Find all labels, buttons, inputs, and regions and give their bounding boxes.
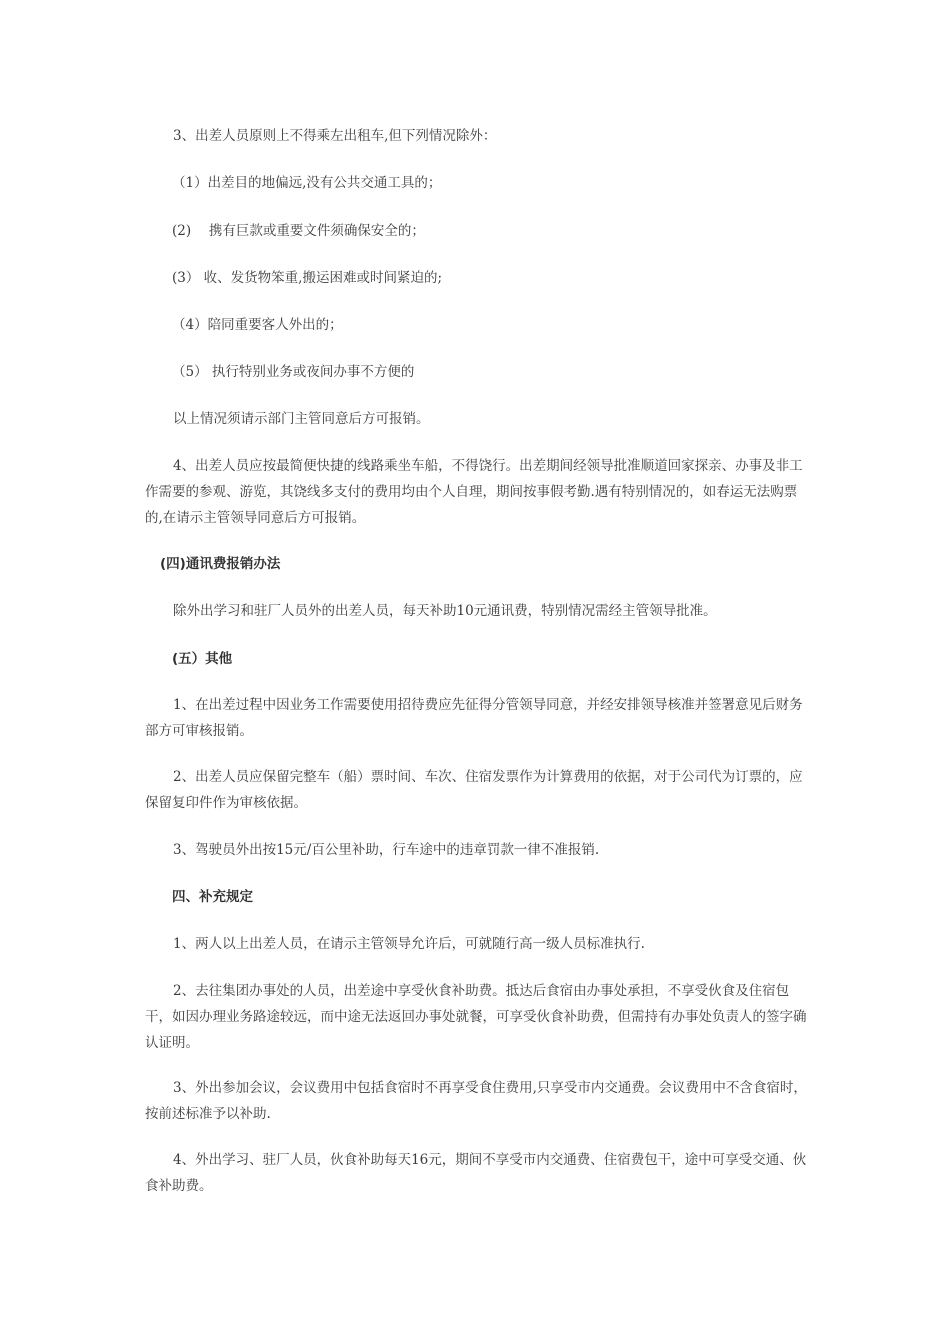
exception-2: (2) 携有巨款或重要文件须确保安全的； [172, 223, 425, 239]
telecom-body: 除外出学习和驻厂人员外的出差人员，每天补助10元通讯费，特别情况需经主管领导批准。 [173, 603, 717, 619]
supplement-item-4: 4、外出学习、驻厂人员，伙食补助每天16元，期间不享受市内交通费、住宿费包干，途中可享受交通、伙食补助费。 [145, 1152, 807, 1194]
exception-4: （4）陪同重要客人外出的； [172, 317, 343, 333]
other-heading: (五）其他 [172, 651, 233, 667]
telecom-heading: (四)通讯费报销办法 [160, 556, 281, 572]
supplement-item-3: 3、外出参加会议，会议费用中包括食宿时不再享受食住费用,只享受市内交通费。会议费用中不含食宿时，按前述标准予以补助. [145, 1080, 807, 1122]
other-item-3: 3、驾驶员外出按15元/百公里补助，行车途中的违章罚款一律不准报销. [173, 842, 600, 858]
supplement-item-1: 1、两人以上出差人员，在请示主管领导允许后，可就随行高一级人员标准执行. [173, 936, 645, 952]
rule3-intro: 3、出差人员原则上不得乘左出租车,但下列情况除外： [173, 128, 497, 144]
exception-1: （1）出差目的地偏远,没有公共交通工具的； [172, 175, 442, 191]
exceptions-note: 以上情况须请示部门主管同意后方可报销。 [173, 411, 430, 427]
other-item-1: 1、在出差过程中因业务工作需要使用招待费应先征得分管领导同意，并经安排领导核准并签署意见后财务部方可审核报销。 [145, 697, 803, 739]
exception-5: （5） 执行特别业务或夜间办事不方便的 [172, 364, 415, 380]
supplement-heading: 四、补充规定 [172, 889, 253, 905]
rule4-paragraph: 4、出差人员应按最简便快捷的线路乘坐车船，不得饶行。出差期间经领导批准顺道回家探亲、办事及非工作需要的参观、游览，其饶线多支付的费用均由个人自理，期间按事假考勤.遇有特别情况的，如春运无法购票的,在请示主管领导同意后方可报销。 [145, 458, 803, 526]
other-item-2: 2、出差人员应保留完整车（船）票时间、车次、住宿发票作为计算费用的依据，对于公司代为订票的，应保留复印件作为审核依据。 [145, 769, 803, 811]
exception-3: (3） 收、发货物笨重,搬运困难或时间紧迫的; [172, 270, 442, 286]
supplement-item-2: 2、去往集团办事处的人员，出差途中享受伙食补助费。抵达后食宿由办事处承担，不享受伙食及住宿包干，如因办理业务路途较远，而中途无法返回办事处就餐，可享受伙食补助费，但需持有办事处负责人的签字确认证明。 [145, 983, 807, 1051]
